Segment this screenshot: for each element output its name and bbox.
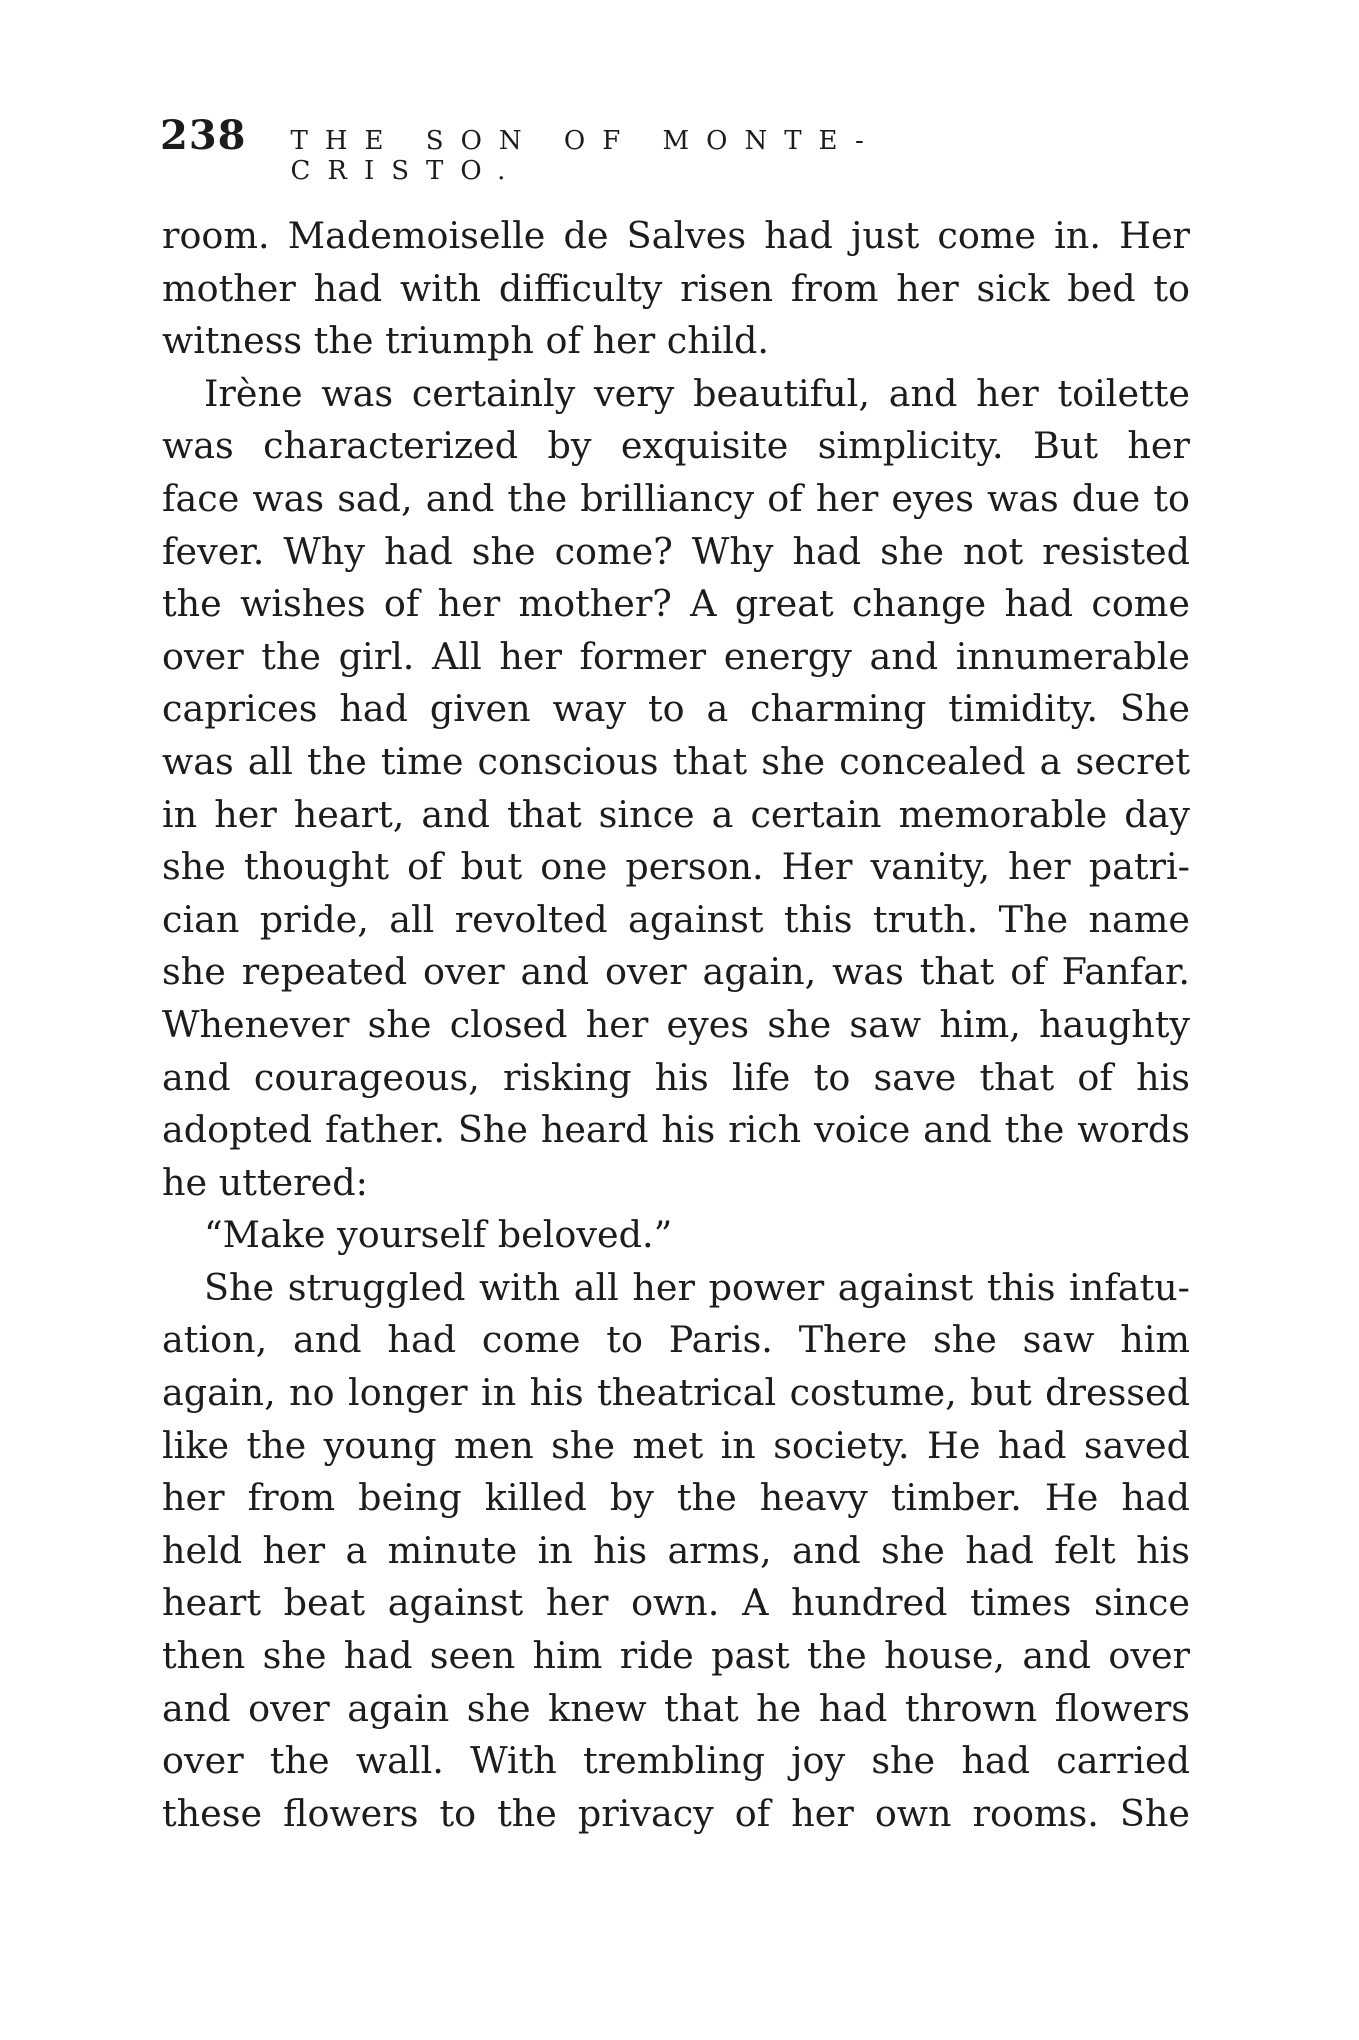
text-line: like the young men she met in society. He had saved [162,1423,1190,1467]
text-line: her from being killed by the heavy timber. He had [162,1476,1190,1520]
text-line: and courageous, risking his life to save that of his [162,1055,1190,1099]
text-line: room. Mademoiselle de Salves had just come in. Her [162,214,1190,257]
text-line: held her a minute in his arms, and she had felt his [162,1528,1190,1572]
text-line: was characterized by exquisite simplicity. But her [162,424,1190,468]
text-line: “Make yourself beloved.” [204,1213,673,1257]
text-line: Irène was certainly very beautiful, and her toilette [204,371,1190,415]
text-line: fever. Why had she come? Why had she not resisted [162,529,1190,573]
text-line: in her heart, and that since a certain memorable day [162,792,1190,836]
text-line: the wishes of her mother? A great change had come [162,582,1190,626]
text-line: heart beat against her own. A hundred times since [162,1581,1190,1625]
text-line: ation, and had come to Paris. There she saw him [162,1318,1190,1362]
text-line: again, no longer in his theatrical costume, but dressed [162,1371,1190,1415]
text-line: was all the time conscious that she concealed a secret [162,739,1190,783]
body-text [162,210,1190,1840]
text-line: adopted father. She heard his rich voice and the words [162,1108,1190,1152]
text-line: she thought of but one person. Her vanity, her patri- [162,845,1190,889]
text-line: She struggled with all her power against this infatu- [204,1265,1190,1309]
text-line: over the wall. With trembling joy she had carried [162,1739,1190,1783]
text-line: she repeated over and over again, was that of Fanfar. [162,950,1190,994]
page-number: 238 [160,112,247,159]
text-line: cian pride, all revolted against this truth. The name [162,897,1190,941]
text-line: face was sad, and the brilliancy of her eyes was due to [162,476,1190,520]
text-line: then she had seen him ride past the house, and over [162,1634,1190,1678]
text-line: mother had with difficulty risen from her sick bed to [162,266,1190,310]
text-line: and over again she knew that he had thrown flowers [162,1686,1190,1730]
text-line: he uttered: [162,1160,368,1204]
text-line: Whenever she closed her eyes she saw him, haughty [162,1002,1190,1046]
running-title: THE SON OF MONTE-CRISTO. [290,126,881,186]
text-line: these flowers to the privacy of her own rooms. She [162,1791,1190,1835]
text-line: caprices had given way to a charming timidity. She [162,687,1190,731]
text-line: over the girl. All her former energy and innumerable [162,634,1190,678]
page-header [160,112,1100,186]
text-line: witness the triumph of her child. [162,319,770,363]
